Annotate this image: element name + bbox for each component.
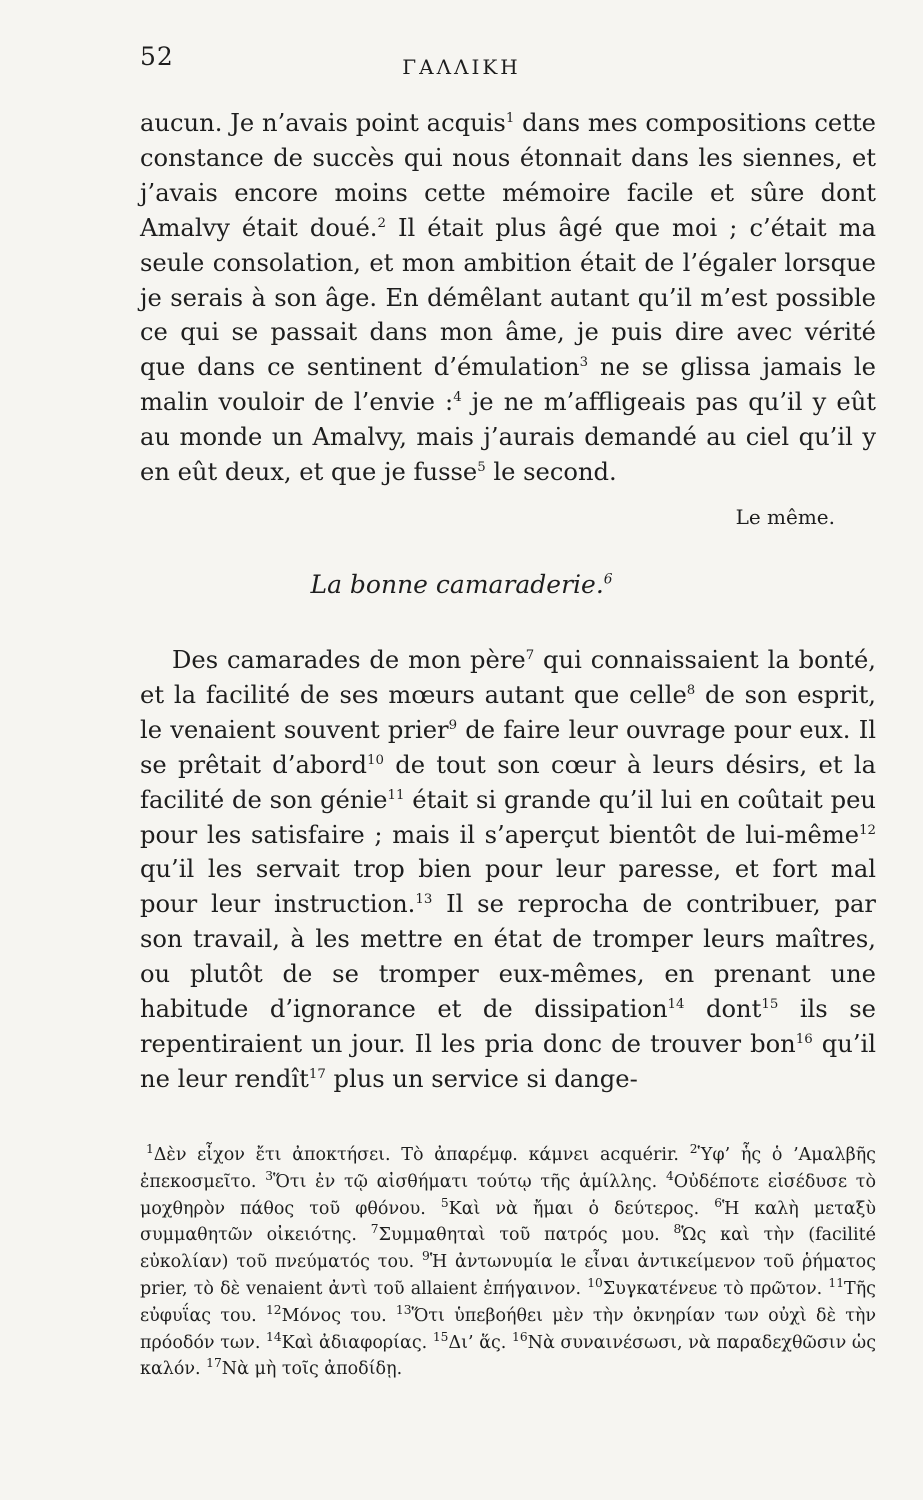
footnote-number: 8 [673, 1222, 682, 1237]
footnote-text: Νὰ συναινέσωσι, νὰ παραδεχθῶσιν ὡς καλόν. [140, 1332, 876, 1380]
excerpt-2 [140, 643, 876, 1097]
footnote-number: 13 [395, 1302, 412, 1317]
footnote-text: Οὐδέποτε εἰσέδυσε τὸ μοχθηρὸν πάθος τοῦ φθόνου. [140, 1171, 876, 1219]
footnote-ref: 5 [477, 460, 486, 475]
footnote-text: Ὑφ’ ἧς ὁ ’Αμαλβῆς ἐπεκοσμεῖτο. [140, 1145, 876, 1192]
footnote-number: 2 [689, 1142, 698, 1157]
text-run: Des camarades de mon père [172, 646, 526, 674]
footnote-ref: 14 [667, 997, 685, 1012]
footnote-text: Συγκατένευε τὸ πρῶτον. [602, 1278, 829, 1299]
footnote-ref: 16 [795, 1031, 813, 1047]
footnote-ref: 3 [579, 355, 589, 371]
footnote-text: Δὲν εἶχον ἔτι ἀποκτήσει. Τὸ ἀπαρέμφ. κάμνει acquérir. [153, 1145, 690, 1165]
text-run: plus un service si dange- [325, 1064, 638, 1093]
text-run: ne se glissa jamais le malin vouloir de l’envie : [140, 353, 876, 417]
footnote-number: 7 [370, 1222, 379, 1237]
footnote-text: Μόνος του. [281, 1305, 396, 1326]
footnote-number: 17 [206, 1356, 222, 1371]
text-run: Il était plus âgé que moi ; c’était ma seule consolation, et mon ambition était de l’égaler lorsque je serais à son âge. En démêlant autant qu’il m’est possible ce qui se passait dans mon âme, je puis dire avec vérité que dans ce sentinent d’émulation [140, 213, 876, 382]
section-title-text: La bonne camaraderie. [310, 570, 604, 599]
section-title [0, 570, 923, 599]
footnote-number: 4 [665, 1168, 674, 1183]
text-run: qui connaissaient la bonté, et la facilité de ses mœurs autant que celle [140, 646, 876, 709]
text-run: Il se reprocha de contribuer, par son travail, à les mettre en état de tromper leurs maîtres, ou plutôt de se tromper eux-mêmes, en prenant une habitude d’ignorance et de dissipation [140, 890, 876, 1024]
footnote-ref: 13 [415, 892, 433, 908]
text-run: ils se repentiraient un jour. Il les pria donc de trouver bon [140, 995, 876, 1058]
footnote-ref: 15 [761, 997, 779, 1012]
running-title: ΓΑΛΛΙΚΗ [402, 55, 521, 79]
excerpt-2-paragraph [140, 643, 876, 1097]
footnote-ref: 9 [448, 717, 458, 733]
text-run: qu’il les servait trop bien pour leur paresse, et fort mal pour leur instruction. [140, 855, 876, 919]
excerpt-1-paragraph [140, 106, 876, 490]
text-run: de tout son cœur à leurs désirs, et la facilité de son génie [140, 750, 876, 814]
text-run: dont [684, 995, 762, 1024]
footnote-ref: 7 [525, 647, 535, 663]
footnote-number: 10 [587, 1276, 603, 1291]
footnotes [140, 1142, 876, 1383]
footnote-text: Ὅτι ἐν τῷ αἰσθήματι τούτῳ τῆς ἁμίλλης. [273, 1171, 666, 1192]
text-run: qu’il ne leur rendît [140, 1029, 876, 1093]
footnote-ref: 4 [453, 390, 462, 406]
excerpt-1 [140, 106, 876, 490]
footnote-number: 1 [146, 1142, 154, 1157]
footnote-text: Δι’ ἅς. [448, 1332, 513, 1353]
footnote-text: Ἡ καλὴ μεταξὺ συμμαθητῶν οἰκειότης. [140, 1198, 876, 1246]
author-attribution: Le même. [735, 505, 835, 529]
footnote-text: Καὶ νὰ ἤμαι ὁ δεύτερος. [448, 1198, 715, 1219]
footnote-ref: 10 [366, 752, 384, 768]
text-run: de son esprit, le venaient souvent prier [140, 680, 876, 744]
footnote-number: 5 [440, 1195, 449, 1210]
footnote-ref: 1 [505, 110, 515, 126]
footnote-number: 16 [512, 1329, 528, 1344]
footnote-text: Καὶ ἀδιαφορίας. [281, 1332, 433, 1353]
footnote-number: 15 [432, 1329, 449, 1344]
footnote-ref: 8 [686, 682, 696, 698]
footnote-ref: 2 [377, 215, 386, 231]
footnote-number: 14 [266, 1329, 282, 1344]
footnotes-text [140, 1142, 876, 1383]
text-run: je ne m’affligeais pas qu’il y eût au monde un Amalvy, mais j’aurais demandé au ciel qu’il y en eût deux, et que je fusse [140, 388, 876, 487]
footnote-number: 3 [265, 1168, 274, 1183]
footnote-ref: 11 [387, 787, 405, 803]
footnote-text: Ὅτι ὑπεβοήθει μὲν τὴν ὀκνηρίαν των οὐχὶ δὲ τὴν πρόοδόν των. [140, 1305, 876, 1353]
text-run: aucun. Je n’avais point acquis [140, 109, 506, 137]
footnote-text: Ἡ ἀντωνυμία le εἶναι ἀντικείμενον τοῦ ῥήματος prier, τὸ δὲ venaient ἀντὶ τοῦ allaient ἐπήγαινον. [140, 1252, 876, 1299]
text-run: était si grande qu’il lui en coûtait peu pour les satisfaire ; mais il s’aperçut bientôt de lui-même [140, 785, 876, 849]
footnote-number: 6 [714, 1195, 723, 1210]
page-number: 52 [140, 42, 174, 71]
footnote-text: Νὰ μὴ τοῖς ἀποδίδῃ. [221, 1359, 403, 1380]
footnote-text: Ὡς καὶ τὴν (facilité εὐκολίαν) τοῦ πνεύματός του. [140, 1225, 876, 1273]
footnote-ref: 6 [603, 571, 613, 588]
text-run: de faire leur ouvrage pour eux. Il se prêtait d’abord [140, 715, 876, 779]
footnote-ref: 12 [859, 822, 876, 838]
footnote-number: 11 [828, 1276, 845, 1291]
footnote-text: Τῆς εὐφυΐας του. [140, 1278, 876, 1326]
footnote-text: Συμμαθηταὶ τοῦ πατρός μου. [378, 1225, 674, 1246]
text-run: dans mes compositions cette constance de succès qui nous étonnait dans les siennes, et j’avais encore moins cette mémoire facile et sûre dont Amalvy était doué. [140, 109, 876, 242]
footnote-number: 9 [422, 1249, 430, 1264]
footnote-ref: 17 [308, 1066, 326, 1082]
text-run: le second. [485, 458, 617, 487]
footnote-number: 12 [265, 1302, 282, 1317]
